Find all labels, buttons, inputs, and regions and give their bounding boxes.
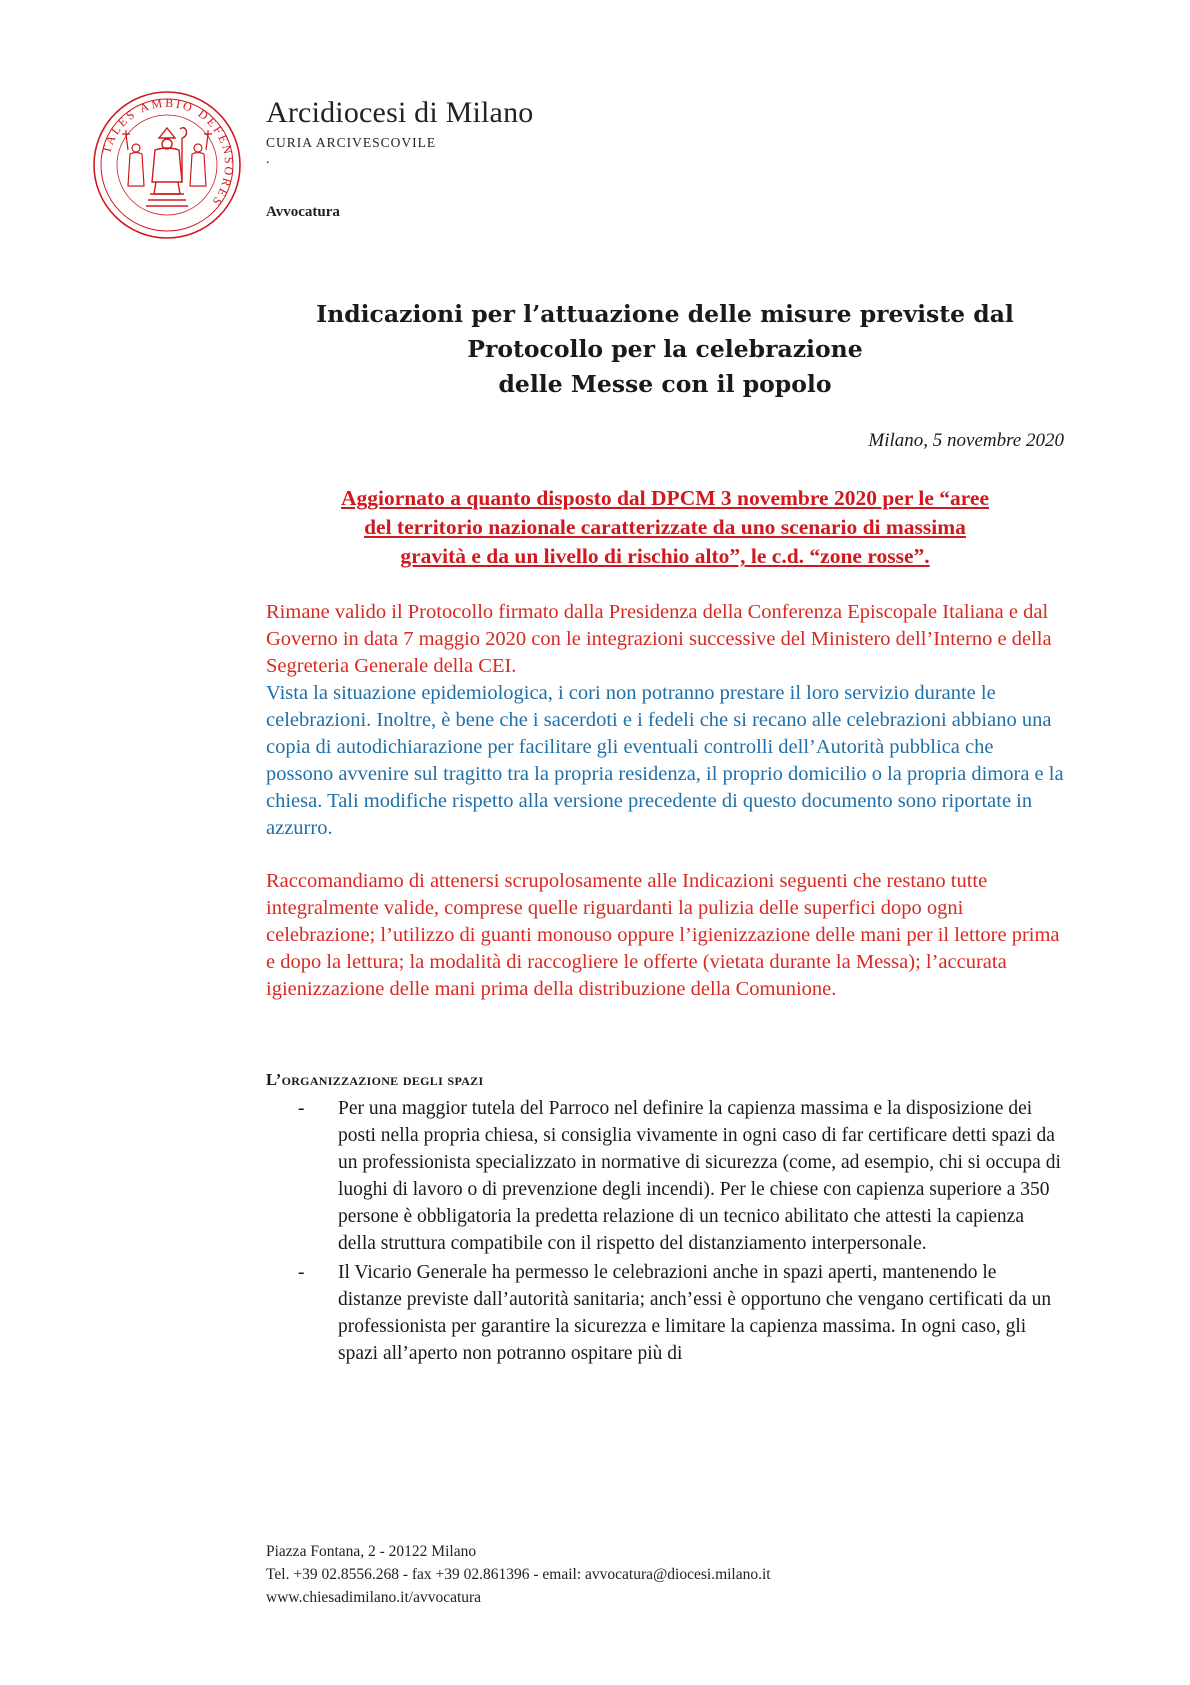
list-item bbox=[266, 1095, 1064, 1257]
diocese-seal-logo bbox=[92, 90, 242, 240]
epidemic-paragraph: Vista la situazione epidemiologica, i cori non potranno prestare il loro servizio durante le celebrazioni. Inoltre, è bene che i sacerdoti e i fedeli che si recano alle celebrazioni abbiano una copia di autodichiarazione per facilitare gli eventuali controlli dell’Autorità pubblica che possono avvenire sul tragitto tra la propria residenza, il proprio domicilio o la propria dimora e la chiesa. Tali modifiche rispetto alla versione precedente di questo documento sono riportate in azzurro. bbox=[266, 682, 1064, 839]
section-heading: L’organizzazione degli spazi bbox=[266, 1070, 484, 1089]
footer-contacts: Tel. +39 02.8556.268 - fax +39 02.861396 - email: avvocatura@diocesi.milano.it bbox=[266, 1566, 771, 1583]
list-item-text: Il Vicario Generale ha permesso le celebrazioni anche in spazi aperti, mantenendo le distanze previste dall’autorità sanitaria; anch’essi è opportuno che vengano certificati da un professionista per garantire la sicurezza e limitare la capienza massima. In ogni caso, gli spazi all’aperto non potranno ospitare più di bbox=[338, 1262, 1052, 1364]
document-body bbox=[266, 297, 1064, 1369]
footer-address: Piazza Fontana, 2 - 20122 Milano bbox=[266, 1543, 477, 1560]
seal-motto: TALES AMBIO DEFENSORES bbox=[99, 95, 237, 211]
title-line: delle Messe con il popolo bbox=[498, 370, 832, 398]
document-title bbox=[266, 297, 1064, 402]
document-date: Milano, 5 novembre 2020 bbox=[868, 430, 1064, 451]
document-footer bbox=[266, 1540, 771, 1609]
space-organization-list bbox=[266, 1095, 1064, 1367]
update-notice bbox=[266, 484, 1064, 571]
organization-name: Arcidiocesi di Milano bbox=[266, 96, 534, 129]
update-line: Aggiornato a quanto disposto dal DPCM 3 novembre 2020 per le “aree bbox=[341, 486, 989, 510]
office-name: Avvocatura bbox=[266, 204, 340, 220]
list-item-text: Per una maggior tutela del Parroco nel definire la capienza massima e la disposizione dei posti nella propria chiesa, si consiglia vivamente in ogni caso di far certificare detti spazi da un professionista specializzato in normative di sicurezza (come, ad esempio, chi si occupa di luoghi di lavoro o di prevenzione degli incendi). Per le chiese con capienza superiore a 350 persone è obbligatoria la predetta relazione di un tecnico abilitato che attesti la capienza della struttura compatibile con il rispetto del distanziamento interpersonale. bbox=[338, 1098, 1061, 1254]
organization-subtitle: CURIA ARCIVESCOVILE bbox=[266, 135, 437, 150]
title-line: Indicazioni per l’attuazione delle misure previste dal bbox=[316, 300, 1014, 328]
bullet-dash: - bbox=[298, 1262, 305, 1283]
update-line: del territorio nazionale caratterizzate da uno scenario di massima bbox=[364, 515, 966, 539]
list-item bbox=[266, 1259, 1064, 1367]
protocol-paragraph: Rimane valido il Protocollo firmato dalla Presidenza della Conferenza Episcopale Italiana e dal Governo in data 7 maggio 2020 con le integrazioni successive del Ministero dell’Interno e della Segreteria Generale della CEI. bbox=[266, 601, 1052, 677]
letterhead-organization bbox=[266, 96, 533, 167]
recommendation-paragraph: Raccomandiamo di attenersi scrupolosamente alle Indicazioni seguenti che restano tutte integralmente valide, comprese quelle riguardanti la pulizia delle superfici dopo ogni celebrazione; l’utilizzo di guanti monouso oppure l’igienizzazione delle mani per il lettore prima e dopo la lettura; la modalità di raccogliere le offerte (vietata durante la Messa); l’accurata igienizzazione delle mani prima della distribuzione della Comunione. bbox=[266, 870, 1060, 1000]
update-line: gravità e da un livello di rischio alto”, le c.d. “zone rosse”. bbox=[400, 544, 930, 568]
title-line: Protocollo per la celebrazione bbox=[467, 335, 863, 363]
organization-dot: . bbox=[266, 152, 270, 167]
footer-website-link[interactable]: www.chiesadimilano.it/avvocatura bbox=[266, 1589, 482, 1606]
bullet-dash: - bbox=[298, 1098, 305, 1119]
